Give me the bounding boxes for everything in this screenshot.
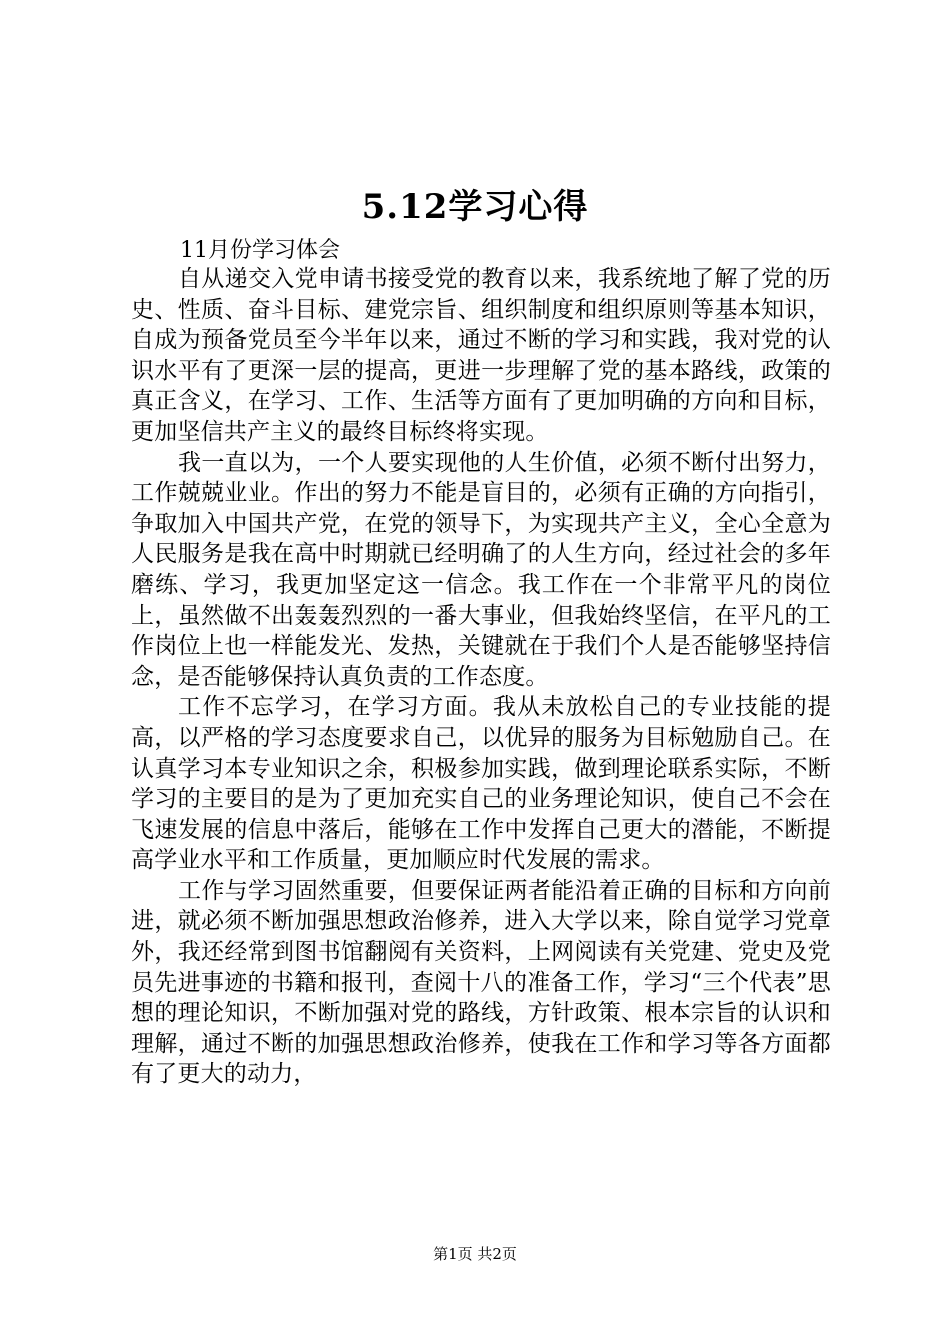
paragraph: 我一直以为，一个人要实现他的人生价值，必须不断付出努力，工作兢兢业业。作出的努力不能是盲目的，必须有正确的方向指引，争取加入中国共产党，在党的领导下，为实现共产主义，全心全意为人民服务是我在高中时期就已经明确了的人生方向，经过社会的多年磨练、学习，我更加坚定这一信念。我工作在一个非常平凡的岗位上，虽然做不出轰轰烈烈的一番大事业，但我始终坚信，在平凡的工作岗位上也一样能发光、发热，关键就在于我们个人是否能够坚持信念，是否能够保持认真负责的工作态度。	[131, 449, 831, 690]
document-body	[131, 264, 831, 1090]
page-footer: 第1页 共2页	[433, 1245, 517, 1263]
document-subtitle: 11月份学习体会	[180, 238, 340, 263]
paragraph: 工作与学习固然重要，但要保证两者能沿着正确的目标和方向前进，就必须不断加强思想政治修养，进入大学以来，除自觉学习党章外，我还经常到图书馆翻阅有关资料，上网阅读有关党建、党史及党员先进事迹的书籍和报刊，查阅十八的准备工作，学习“三个代表”思想的理论知识，不断加强对党的路线，方针政策、根本宗旨的认识和理解，通过不断的加强思想政治修养，使我在工作和学习等各方面都有了更大的动力，	[131, 877, 831, 1088]
paragraph: 工作不忘学习，在学习方面。我从未放松自己的专业技能的提高，以严格的学习态度要求自己，以优异的服务为目标勉励自己。在认真学习本专业知识之余，积极参加实践，做到理论联系实际，不断学习的主要目的是为了更加充实自己的业务理论知识，使自己不会在飞速发展的信息中落后，能够在工作中发挥自己更大的潜能，不断提高学业水平和工作质量，更加顺应时代发展的需求。	[131, 694, 831, 874]
paragraph: 自从递交入党申请书接受党的教育以来，我系统地了解了党的历史、性质、奋斗目标、建党宗旨、组织制度和组织原则等基本知识，自成为预备党员至今半年以来，通过不断的学习和实践，我对党的认识水平有了更深一层的提高，更进一步理解了党的基本路线，政策的真正含义，在学习、工作、生活等方面有了更加明确的方向和目标，更加坚信共产主义的最终目标终将实现。	[131, 266, 831, 445]
document-title: 5.12学习心得	[361, 187, 589, 227]
